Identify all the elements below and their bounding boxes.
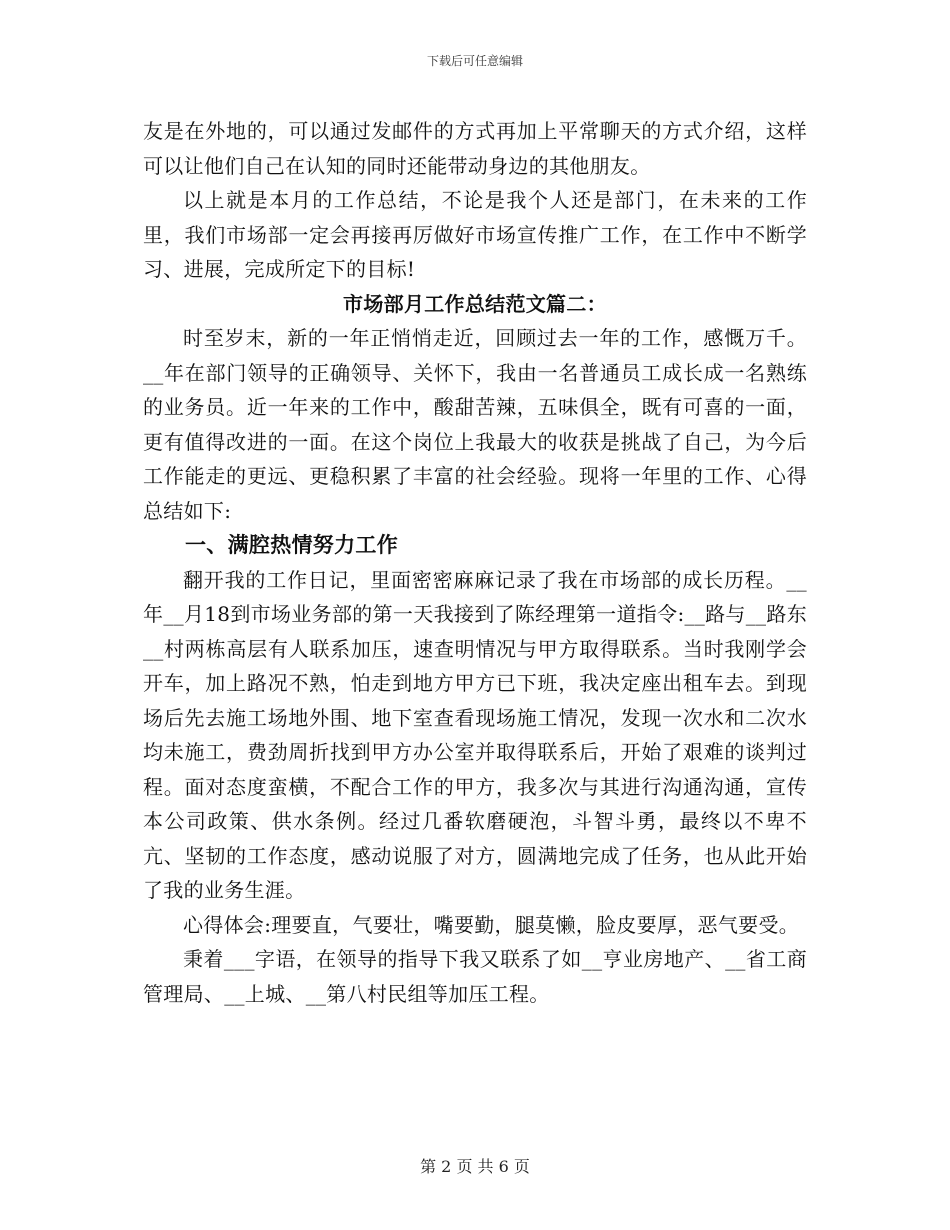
page-header-note: 下载后可任意编辑: [426, 54, 523, 68]
paragraph-intro: 时至岁末，新的一年正悄悄走近，回顾过去一年的工作，感慨万千。__年在部门领导的正确领导、关怀下，我由一名普通员工成长成一名熟练的业务员。近一年来的工作中，酸甜苦辣，五味俱全，既有可喜的一面，更有值得改进的一面。在这个岗位上我最大的收获是挑战了自己，为今后工作能走的更远、更稳积累了丰富的社会经验。现将一年里的工作、心得总结如下:: [143, 326, 807, 523]
paragraph-projects: 秉着___字语，在领导的指导下我又联系了如__亨业房地产、__省工商管理局、__上城、__第八村民组等加压工程。: [143, 947, 807, 1006]
paragraph-experience: 心得体会:理要直，气要壮，嘴要勤，腿莫懒，脸皮要厚，恶气要受。: [183, 912, 800, 937]
paragraph-work-diary: 翻开我的工作日记，里面密密麻麻记录了我在市场部的成长历程。__年__月18到市场业务部的第一天我接到了陈经理第一道指令:__路与__路东__村两栋高层有人联系加压，速查明情况与甲方取得联系。当时我刚学会开车，加上路况不熟，怕走到地方甲方已下班，我决定座出租车去。到现场后先去施工场地外围、地下室查看现场施工情况，发现一次水和二次水均未施工，费劲周折找到甲方办公室并取得联系后，开始了艰难的谈判过程。面对态度蛮横，不配合工作的甲方，我多次与其进行沟通沟通，宣传本公司政策、供水条例。经过几番软磨硬泡，斗智斗勇，最终以不卑不亢、坚韧的工作态度，感动说服了对方，圆满地完成了任务，也从此开始了我的业务生涯。: [143, 567, 807, 902]
section-title: 市场部月工作总结范文篇二：: [343, 291, 607, 316]
paragraph-continuation: 友是在外地的，可以通过发邮件的方式再加上平常聊天的方式介绍，这样可以让他们自己在认知的同时还能带动身边的其他朋友。: [143, 119, 807, 178]
sub-title: 一、满腔热情努力工作: [185, 532, 398, 557]
document-body: [143, 114, 807, 1011]
page-footer-number: 第 2 页 共 6 页: [420, 1157, 530, 1176]
paragraph-summary-conclusion: 以上就是本月的工作总结，不论是我个人还是部门，在未来的工作里，我们市场部一定会再接再厉做好市场宣传推广工作，在工作中不断学习、进展，完成所定下的目标!: [143, 188, 807, 281]
